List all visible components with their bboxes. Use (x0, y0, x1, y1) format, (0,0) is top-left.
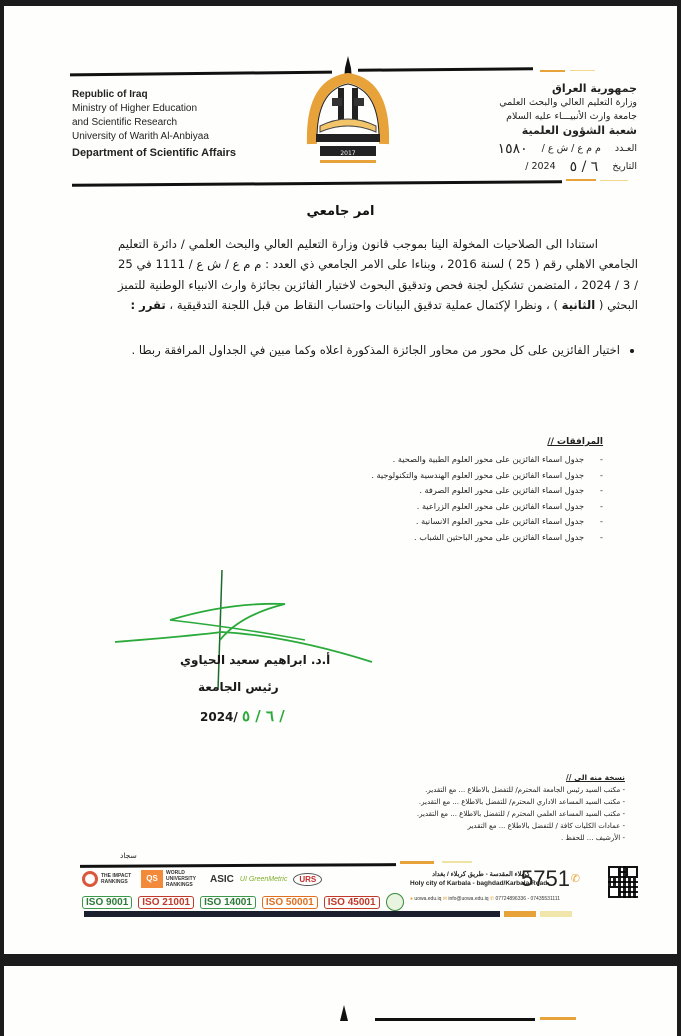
department-ar: شعبة الشؤون العلمية (521, 124, 637, 137)
body-paragraph-cont: ) ، ونظرا لإكتمال عملية تدقيق البيانات واحتساب النقاط من قبل اللجنة التدقيقية ، (169, 298, 558, 313)
iso-certifications (82, 893, 404, 911)
reference-date (498, 160, 637, 174)
attachments-list (371, 452, 603, 546)
logo-year: 2017 (340, 150, 356, 157)
document-title: امر جامعي (306, 204, 375, 219)
university-ar: جامعة وارث الأنبيـــاء عليه السلام (506, 111, 637, 122)
accreditation-seal-icon (386, 893, 404, 911)
cc-item: - مكتب السيد المساعد العلمي المحترم / للتفضل بالاطلاع ... مع التقدير. (416, 810, 625, 818)
signatory-name: أ.د. ابراهيم سعيد الحياوي (180, 653, 331, 667)
greenmetric-logo: UI GreenMetric (239, 875, 288, 883)
logo-book-icon (320, 119, 376, 132)
decision-label: تقرر : (130, 298, 166, 313)
attachment-item: - جدول اسماء الفائزين على محور العلوم الطبية والصحية . (371, 452, 603, 468)
ministry-en-1: Ministry of Higher Education (72, 103, 198, 114)
impact-rankings-icon (82, 871, 98, 887)
phones: 07724896336 - 07435531111 (495, 896, 560, 902)
date-handwritten: ٦ / ٥ (569, 159, 599, 175)
ministry-ar: وزارة التعليم العالي والبحث العلمي (499, 97, 637, 108)
header-accent-rule-light (570, 70, 595, 71)
university-en: University of Warith Al-Anbiyaa (72, 131, 209, 142)
iso-badge: ISO 50001 (262, 896, 318, 909)
asic-logo: ASIC (210, 873, 234, 885)
handwritten-signature (110, 570, 390, 690)
cc-item: - عمادات الكليات كافة / للتفضل بالاطلاع ... مع التقدير (467, 822, 625, 830)
country-ar: جمهورية العراق (552, 82, 637, 95)
header-bottom-accent-light (600, 180, 628, 181)
footer-bottom-accent (504, 911, 536, 917)
footer-accent-light (442, 861, 472, 863)
next-page-accent (540, 1017, 576, 1020)
iso-badge: ISO 45001 (324, 896, 380, 909)
phone-small-icon: ✆ (489, 896, 495, 902)
typist-initials: سجاد (120, 851, 137, 860)
urs-logo: URS (293, 873, 322, 886)
signatory-title: رئيس الجامعة (198, 680, 279, 694)
next-page-preview (4, 966, 677, 1036)
order-body (118, 234, 638, 316)
phone-icon: ✆ (570, 873, 580, 885)
english-letterhead (72, 88, 236, 160)
attachments-title: المرافقات // (547, 437, 603, 447)
attachment-item: - جدول اسماء الفائزين على محور العلوم الهندسية والتكنولوجية . (371, 468, 603, 484)
impact-rankings: THE IMPACT RANKINGS (82, 871, 135, 887)
signature-date (200, 707, 285, 725)
globe-icon: ● (410, 896, 414, 902)
iso-badge: ISO 21001 (138, 896, 194, 909)
cc-item: - مكتب السيد رئيس الجامعة المحترم/ للتفضل بالاطلاع ... مع التقدير. (425, 786, 625, 794)
reference-number (498, 142, 637, 156)
ref-handwritten: ١٥٨٠ (497, 141, 528, 157)
date-year: 2024 / (525, 161, 556, 172)
header-accent-rule (540, 70, 565, 72)
arabic-letterhead (498, 82, 637, 174)
cc-item: - الأرشيف ... للحفظ . (560, 834, 625, 842)
attachment-item: - جدول اسماء الفائزين على محور العلوم الصرفة . (371, 483, 603, 499)
attachment-item: - جدول اسماء الفائزين على محور العلوم الانسانية . (371, 514, 603, 530)
body-paragraph: استنادا الى الصلاحيات المخولة الينا بموجب قانون وزارة التعليم العالي والبحث العلمي / دائرة التعليم الجامعي الاهلي رقم ( 25 ) لسنة 2016 ، وبناءا على الامر الجامعي ذي العدد : م م ع / ش ع / 1111 في 25 / 3 / 2024 ، المتضمن تشكيل لجنة فحص وتدقيق البحوث لاختيار الفائزين بجائزة وارث الانبياء الوطنية للتميز البحثي ( (118, 237, 639, 313)
decision-item: • اختيار الفائزين على كل محور من محاور الجائزة المذكورة اعلاه وكما مبين في الجداول المرافقة ربطا . (118, 340, 620, 361)
footer-accent (400, 861, 434, 864)
rankings-logos (82, 870, 322, 888)
cc-list (417, 784, 625, 844)
address-ar: كربلاء المقدسة - طريق كربلاء / بغداد (432, 871, 530, 878)
footer-bottom-accent-light (540, 911, 572, 917)
qr-code-icon (608, 866, 638, 898)
date-label: التاريخ (612, 161, 637, 172)
iso-badge: ISO 14001 (200, 896, 256, 909)
attachment-item: - جدول اسماء الفائزين على محور الباحثين الشباب . (371, 530, 603, 546)
university-logo (300, 54, 396, 172)
cc-item: - مكتب السيد المساعد الاداري المحترم/ للتفضل بالاطلاع ... مع التقدير. (418, 798, 625, 806)
next-page-minaret-icon (340, 1005, 348, 1021)
signature-date-handwritten: ٦ / ٥ / (241, 707, 285, 725)
ref-value: م م ع / ش ع / (541, 143, 601, 154)
cc-title: نسخة منه الى // (566, 773, 625, 782)
email-icon: ✉ (442, 896, 447, 902)
qs-logo-icon: QS (141, 870, 163, 888)
country-en: Republic of Iraq (72, 89, 148, 100)
attachment-item: - جدول اسماء الفائزين على محور العلوم الزراعية . (371, 499, 603, 515)
contact-line (410, 896, 560, 902)
iso-badge: ISO 9001 (82, 896, 132, 909)
address-en: Holy city of Karbala - baghdad/Karbala Road (410, 880, 548, 887)
signature-year: 2024/ (200, 710, 238, 724)
next-page-header-rule (375, 1018, 535, 1021)
hotline-number: 5751 (521, 866, 570, 891)
email[interactable]: info@uowa.edu.iq (448, 896, 489, 902)
footer-bottom-rule (84, 911, 500, 917)
award-edition: الثانية (561, 298, 596, 313)
qs-rankings: QS WORLD UNIVERSITY RANKINGS (141, 870, 204, 888)
decision-list (118, 340, 638, 361)
ministry-en-2: and Scientific Research (72, 117, 178, 128)
department-en: Department of Scientific Affairs (72, 147, 237, 159)
ref-label: العـدد (614, 143, 637, 154)
header-bottom-accent (566, 179, 596, 181)
website[interactable]: uowa.edu.iq (414, 896, 442, 902)
